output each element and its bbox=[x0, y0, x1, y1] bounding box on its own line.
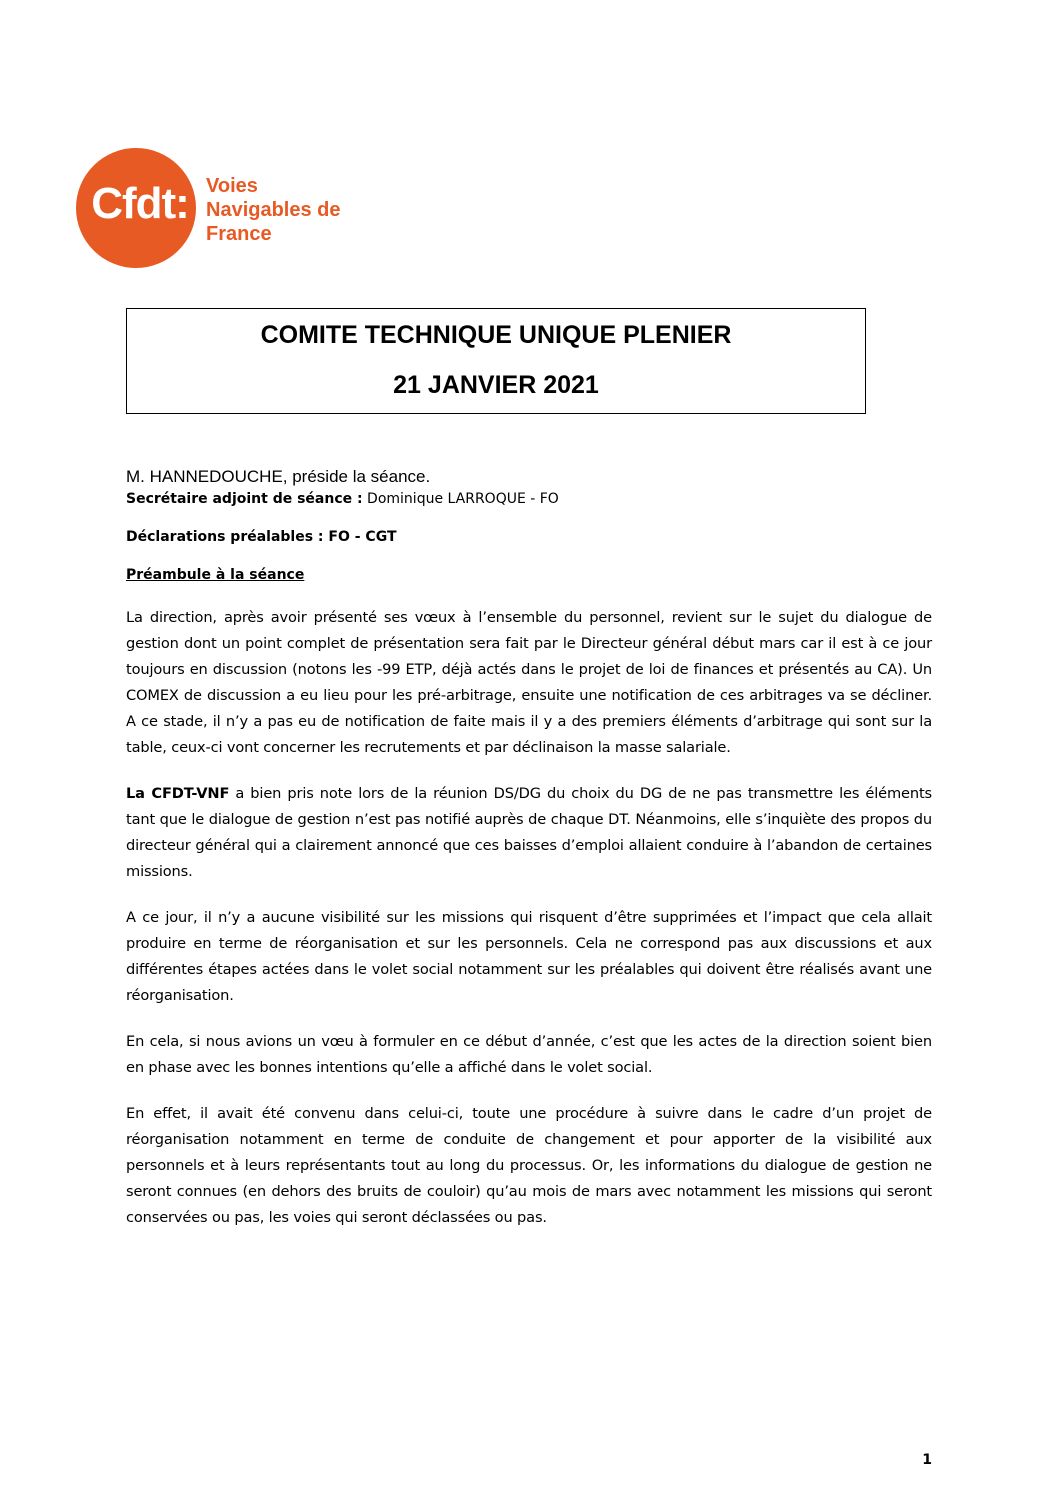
paragraph-2-lead: La CFDT-VNF bbox=[126, 785, 230, 802]
logo-line-3: France bbox=[206, 223, 272, 245]
title-box bbox=[126, 308, 866, 414]
paragraph-2-text: a bien pris note lors de la réunion DS/DG du choix du DG de ne pas transmettre les éléments tant que le dialogue de gestion n’est pas notifié auprès de chaque DT. Néanmoins, elle s’inquiète des propos du directeur général qui a clairement annoncé que ces baisses d’emploi allaient conduire à l’abandon de certaines missions. bbox=[126, 785, 932, 880]
logo-text bbox=[206, 174, 341, 246]
paragraph-4: En cela, si nous avions un vœu à formuler en ce début d’année, c’est que les actes de la direction soient bien en phase avec les bonnes intentions qu’elle a affiché dans le volet social. bbox=[126, 1033, 932, 1076]
paragraph-5: En effet, il avait été convenu dans celui-ci, toute une procédure à suivre dans le cadre d’un projet de réorganisation notamment en terme de conduite de changement et pour apporter de la visibilité aux personnels et à leurs représentants tout au long du processus. Or, les informations du dialogue de gestion ne seront connues (en dehors des bruits de couloir) qu’au mois de mars avec notamment les missions qui seront conservées ou pas, les voies qui seront déclassées ou pas. bbox=[126, 1105, 932, 1226]
logo-mark: Cfdt: bbox=[91, 179, 189, 228]
paragraph-1: La direction, après avoir présenté ses vœux à l’ensemble du personnel, revient sur le sujet du dialogue de gestion dont un point complet de présentation sera fait par le Directeur général début mars car il est à ce jour toujours en discussion (notons les -99 ETP, déjà actés dans le projet de loi de finances et présentés au CA). Un COMEX de discussion a eu lieu pour les pré-arbitrage, ensuite une notification de ces arbitrages va se décliner. A ce stade, il n’y a pas eu de notification de faite mais il y a des premiers éléments d’arbitrage qui sont sur la table, ceux-ci vont concerner les recrutements et par déclinaison la masse salariale. bbox=[126, 609, 932, 756]
logo-line-1: Voies bbox=[206, 175, 258, 197]
secretary-label: Secrétaire adjoint de séance : bbox=[126, 491, 363, 507]
paragraph-2 bbox=[126, 781, 932, 885]
presidence-line: M. HANNEDOUCHE, préside la séance. bbox=[126, 467, 431, 486]
page-number: 1 bbox=[922, 1452, 932, 1468]
logo-line-2: Navigables de bbox=[206, 199, 341, 221]
paragraph-3: A ce jour, il n’y a aucune visibilité sur les missions qui risquent d’être supprimées et l’impact que cela allait produire en terme de réorganisation et sur les personnels. Cela ne correspond pas aux discussions et aux différentes étapes actées dans le volet social notamment sur les préalables qui doivent être réalisés avant une réorganisation. bbox=[126, 909, 932, 1004]
document-title: COMITE TECHNIQUE UNIQUE PLENIER bbox=[260, 321, 732, 349]
secretary-line bbox=[126, 489, 932, 509]
document-date: 21 JANVIER 2021 bbox=[393, 371, 599, 399]
document-body bbox=[126, 466, 932, 1231]
declarations-line: Déclarations préalables : FO - CGT bbox=[126, 529, 397, 545]
preamble-heading: Préambule à la séance bbox=[126, 567, 305, 583]
secretary-value: Dominique LARROQUE - FO bbox=[362, 491, 559, 507]
cfdt-logo bbox=[76, 148, 376, 268]
